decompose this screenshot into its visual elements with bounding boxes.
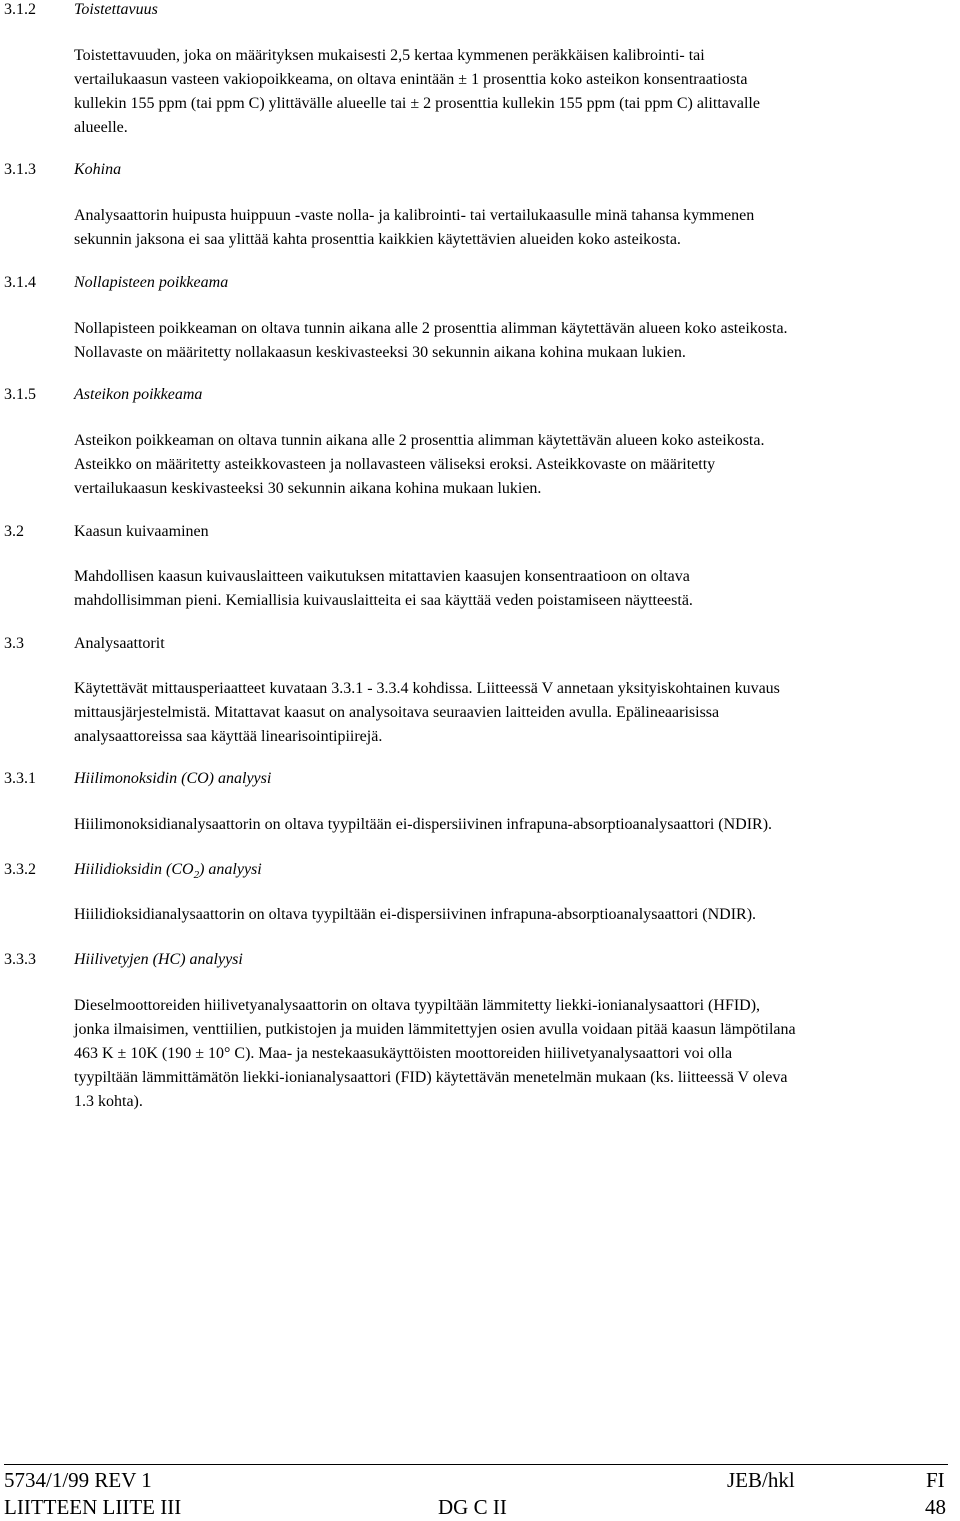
paragraph-line: Analysaattorin huipusta huippuun -vaste nolla- ja kalibrointi- tai vertailukaasulle minä tahansa kymmenen xyxy=(74,207,755,224)
section-heading-hiilivetyjen-analyysi: Hiilivetyjen (HC) analyysi xyxy=(74,951,243,968)
paragraph-line: Asteikon poikkeaman on oltava tunnin aikana alle 2 prosenttia alimman käytettävän alueen koko asteikosta. xyxy=(74,432,765,449)
section-heading-kohina: Kohina xyxy=(74,161,122,178)
paragraph-line: mahdollisimman pieni. Kemiallisia kuivauslaitteita ei saa käyttää veden poistamiseen näytteestä. xyxy=(74,592,693,609)
paragraph-line: Dieselmoottoreiden hiilivetyanalysaattorin on oltava tyypiltään lämmitetty liekki-ionianalysaattori (HFID), xyxy=(74,997,761,1014)
paragraph-line: Nollavaste on määritetty nollakaasun keskivasteeksi 30 sekunnin aikana kohina mukaan lukien. xyxy=(74,344,686,361)
paragraph-line: Nollapisteen poikkeaman on oltava tunnin aikana alle 2 prosenttia alimman käytettävän alueen koko asteikosta. xyxy=(74,320,788,337)
section-body-analysaattorit xyxy=(74,677,960,749)
paragraph-line: alueelle. xyxy=(74,119,128,136)
footer-language: FI xyxy=(926,1468,945,1492)
paragraph-line: sekunnin jaksona ei saa ylittää kahta prosenttia kaikkien käytettävien alueiden koko asteikosta. xyxy=(74,231,681,248)
section-body-asteikon-poikkeama xyxy=(74,429,960,501)
footer-divider xyxy=(4,1464,948,1465)
section-number-3-3-3: 3.3.3 xyxy=(4,951,36,968)
paragraph-line: Asteikko on määritetty asteikkovasteen ja nollavasteen väliseksi eroksi. Asteikkovaste on määritetty xyxy=(74,456,716,473)
section-heading-analysaattorit: Analysaattorit xyxy=(74,635,165,652)
paragraph-line: Käytettävät mittausperiaatteet kuvataan 3.3.1 - 3.3.4 kohdissa. Liitteessä V annetaan yksityiskohtainen kuvaus xyxy=(74,680,780,697)
paragraph-line: Toistettavuuden, joka on määrityksen mukaisesti 2,5 kertaa kymmenen peräkkäisen kalibrointi- tai xyxy=(74,47,705,64)
section-number-3-3: 3.3 xyxy=(4,635,24,652)
paragraph-line: 463 K ± 10K (190 ± 10° C). Maa- ja nestekaasukäyttöisten moottoreiden hiilivetyanalysaattori voi olla xyxy=(74,1045,733,1062)
section-heading-toistettavuus: Toistettavuus xyxy=(74,1,158,18)
section-body-toistettavuus xyxy=(74,44,960,140)
section-body-hiilidioksidin-analyysi xyxy=(74,903,960,927)
paragraph-line: mittausjärjestelmistä. Mitattavat kaasut on analysoitava seuraavien laitteiden avulla. Epälineaarisissa xyxy=(74,704,720,721)
subscript-text: 2 xyxy=(193,869,200,882)
section-number-3-1-3: 3.1.3 xyxy=(4,161,36,178)
section-heading-hiilidioksidin-analyysi xyxy=(74,858,262,887)
footer-initials: JEB/hkl xyxy=(727,1468,795,1492)
section-body-nollapisteen-poikkeama xyxy=(74,317,960,365)
section-body-hiilivetyjen-analyysi xyxy=(74,994,960,1114)
heading-text: Hiilidioksidin (CO xyxy=(74,861,194,878)
section-body-hiilimonoksidin-analyysi xyxy=(74,813,960,837)
paragraph-line: 1.3 kohta). xyxy=(74,1093,143,1110)
section-number-3-3-1: 3.3.1 xyxy=(4,770,36,787)
paragraph-line: vertailukaasun vasteen vakiopoikkeama, on oltava enintään ± 1 prosenttia koko asteikon konsentraatiosta xyxy=(74,71,748,88)
paragraph-line: tyypiltään lämmittämätön liekki-ionianalysaattori (FID) käytettävän menetelmän mukaan (ks. liitteessä V oleva xyxy=(74,1069,788,1086)
section-body-kaasun-kuivaaminen xyxy=(74,565,960,613)
heading-text: ) analyysi xyxy=(199,861,262,878)
paragraph-line: kullekin 155 ppm (tai ppm C) ylittävälle alueelle tai ± 2 prosenttia kullekin 155 ppm (tai ppm C) alittavalle xyxy=(74,95,760,112)
paragraph-line: Hiilidioksidianalysaattorin on oltava tyypiltään ei-dispersiivinen infrapuna-absorptioanalysaattori (NDIR). xyxy=(74,906,757,923)
paragraph-line: vertailukaasun keskivasteeksi 30 sekunnin aikana kohina mukaan lukien. xyxy=(74,480,542,497)
section-heading-asteikon-poikkeama: Asteikon poikkeama xyxy=(74,386,203,403)
section-heading-nollapisteen-poikkeama: Nollapisteen poikkeama xyxy=(74,274,229,291)
section-number-3-2: 3.2 xyxy=(4,523,24,540)
section-body-kohina xyxy=(74,204,960,252)
section-number-3-1-4: 3.1.4 xyxy=(4,274,36,291)
paragraph-line: jonka ilmaisimen, venttiilien, putkistojen ja muiden lämmitettyjen osien avulla voidaan pitää kaasun lämpötilana xyxy=(74,1021,796,1038)
section-heading-kaasun-kuivaaminen: Kaasun kuivaaminen xyxy=(74,523,209,540)
section-heading-hiilimonoksidin-analyysi: Hiilimonoksidin (CO) analyysi xyxy=(74,770,272,787)
section-number-3-1-2: 3.1.2 xyxy=(4,1,36,18)
paragraph-line: analysaattoreissa saa käyttää linearisointipiirejä. xyxy=(74,728,383,745)
paragraph-line: Hiilimonoksidianalysaattorin on oltava tyypiltään ei-dispersiivinen infrapuna-absorptioanalysaattori (NDIR). xyxy=(74,816,773,833)
footer-page-number: 48 xyxy=(925,1495,946,1519)
section-number-3-3-2: 3.3.2 xyxy=(4,861,36,878)
section-number-3-1-5: 3.1.5 xyxy=(4,386,36,403)
paragraph-line: Mahdollisen kaasun kuivauslaitteen vaikutuksen mitattavien kaasujen konsentraatioon on oltava xyxy=(74,568,690,585)
footer-annex: LIITTEEN LIITE III xyxy=(4,1495,182,1519)
footer-dg: DG C II xyxy=(438,1495,507,1519)
footer-doc-ref: 5734/1/99 REV 1 xyxy=(4,1468,152,1492)
